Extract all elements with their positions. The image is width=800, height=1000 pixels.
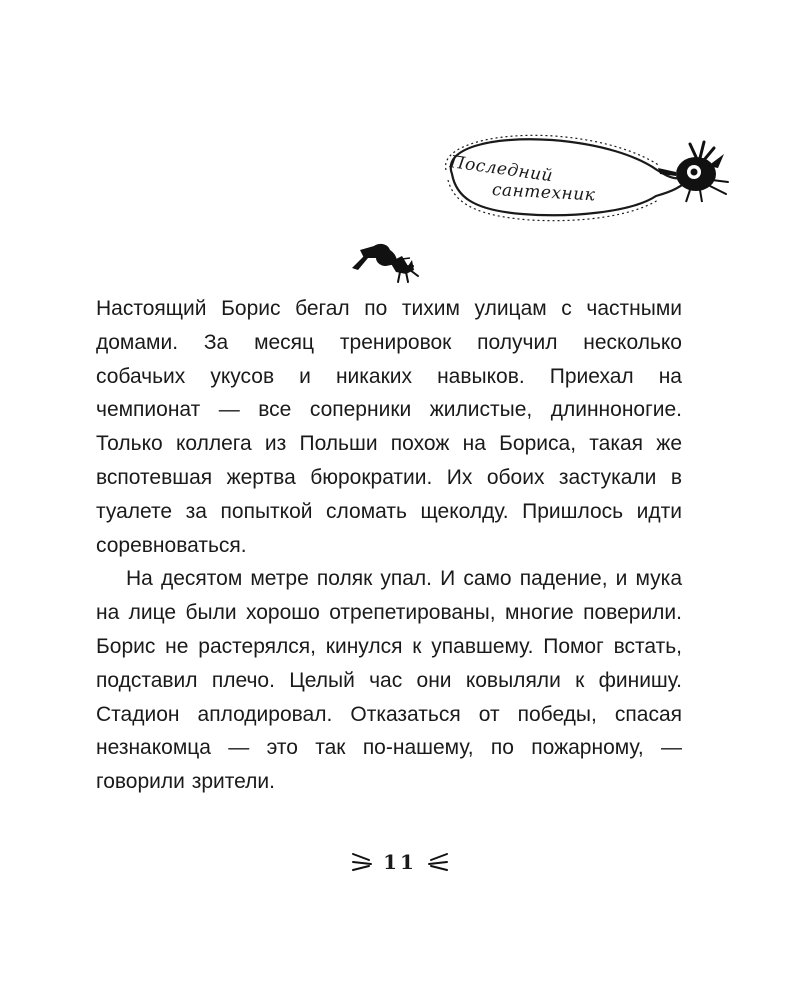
right-flourish-icon xyxy=(427,850,449,874)
badge-title-line2: сантехник xyxy=(491,180,596,206)
paragraph: Настоящий Борис бегал по тихим улицам с частными домами. За месяц тренировок получил несколько собачьих укусов и никаких навыков. Приехал на чемпионат — все соперники жилистые, длинноногие. Только коллега из Польши похож на Бориса, такая же вспотевшая жертва бюрократии. Их обоих застукали в туалете за попыткой сломать щеколду. Пришлось идти соревноваться. xyxy=(96,297,682,557)
page-number: 11 xyxy=(383,850,417,874)
badge-title-line1: Последний xyxy=(448,152,555,187)
doodle-bird-icon xyxy=(656,136,736,206)
crow-icon xyxy=(350,236,422,284)
chapter-header-badge xyxy=(432,130,732,222)
body-text xyxy=(96,292,682,799)
paragraph: На десятом метре поляк упал. И само падение, и мука на лице были хорошо отрепетированы, многие поверили. Борис не растерялся, кинулся к упавшему. Помог встать, подставил плечо. Целый час они ковыляли к финишу. Стадион аплодировал. Отказаться от победы, спасая незнакомца — это так по-нашему, по пожарному, — говорили зрители. xyxy=(96,567,682,794)
left-flourish-icon xyxy=(351,850,373,874)
page-footer xyxy=(340,846,460,878)
